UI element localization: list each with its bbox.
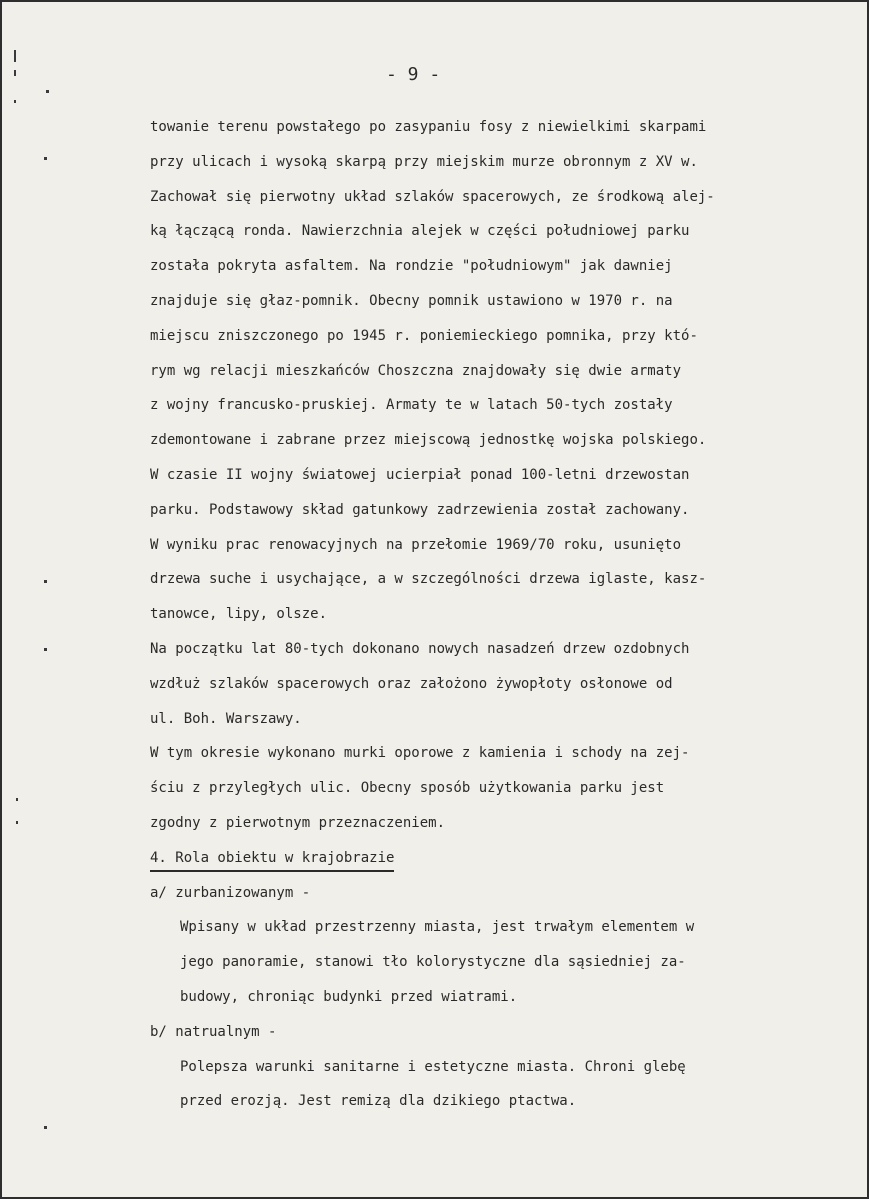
text-line: ką łączącą ronda. Nawierzchnia alejek w części południowej parku [150,223,690,240]
section-heading-row [150,841,850,876]
scan-mark [44,648,47,651]
page-number: - 9 - [386,64,441,85]
scan-mark [44,157,47,160]
text-line: drzewa suche i usychające, a w szczególności drzewa iglaste, kasz- [150,571,707,588]
text-line: miejscu zniszczonego po 1945 r. poniemieckiego pomnika, przy któ- [150,327,698,344]
text-line: Polepsza warunki sanitarne i estetyczne miasta. Chroni glebę [180,1058,686,1075]
body-text [150,110,850,1119]
text-line: Zachował się pierwotny układ szlaków spacerowych, ze środkową alej- [150,188,715,205]
paragraph-1 [150,110,850,632]
text-line: zgodny z pierwotnym przeznaczeniem. [150,814,446,831]
text-line: z wojny francusko-pruskiej. Armaty te w latach 50-tych zostały [150,397,673,414]
scan-mark [46,90,49,93]
scan-mark [16,798,18,801]
text-line: została pokryta asfaltem. Na rondzie "południowym" jak dawniej [150,258,673,275]
item-a [150,876,850,1015]
text-line: rym wg relacji mieszkańców Choszczna znajdowały się dwie armaty [150,362,682,379]
item-label: a/ zurbanizowanym - [150,884,311,901]
text-line: zdemontowane i zabrane przez miejscową jednostkę wojska polskiego. [150,432,707,449]
section-heading: 4. Rola obiektu w krajobrazie [150,850,394,872]
text-line: Na początku lat 80-tych dokonano nowych nasadzeń drzew ozdobnych [150,640,690,657]
scan-mark [14,50,16,62]
text-line: przed erozją. Jest remizą dla dzikiego ptactwa. [180,1093,577,1110]
text-line: znajduje się głaz-pomnik. Obecny pomnik ustawiono w 1970 r. na [150,292,673,309]
item-label: b/ natrualnym - [150,1023,277,1040]
text-line: budowy, chroniąc budynki przed wiatrami. [180,988,518,1005]
text-line: W czasie II wojny światowej ucierpiał ponad 100-letni drzewostan [150,466,690,483]
text-line: W wyniku prac renowacyjnych na przełomie 1969/70 roku, usunięto [150,536,682,553]
paragraph-3 [150,736,850,840]
text-line: jego panoramie, stanowi tło kolorystyczne dla sąsiedniej za- [180,954,686,971]
scan-mark [14,70,16,76]
text-line: Wpisany w układ przestrzenny miasta, jest trwałym elementem w [180,919,695,936]
text-line: ul. Boh. Warszawy. [150,710,302,727]
text-line: W tym okresie wykonano murki oporowe z kamienia i schody na zej- [150,745,690,762]
text-line: wzdłuż szlaków spacerowych oraz założono żywopłoty osłonowe od [150,675,673,692]
scan-mark [14,100,16,103]
scan-mark [16,821,18,824]
paragraph-2 [150,632,850,736]
text-line: ściu z przyległych ulic. Obecny sposób użytkowania parku jest [150,780,665,797]
scan-mark [44,1126,47,1129]
text-line: parku. Podstawowy skład gatunkowy zadrzewienia został zachowany. [150,501,690,518]
text-line: tanowce, lipy, olsze. [150,606,328,623]
text-line: przy ulicach i wysoką skarpą przy miejskim murze obronnym z XV w. [150,153,698,170]
scan-mark [44,580,47,583]
text-line: towanie terenu powstałego po zasypaniu fosy z niewielkimi skarpami [150,119,707,135]
item-b [150,1015,850,1119]
